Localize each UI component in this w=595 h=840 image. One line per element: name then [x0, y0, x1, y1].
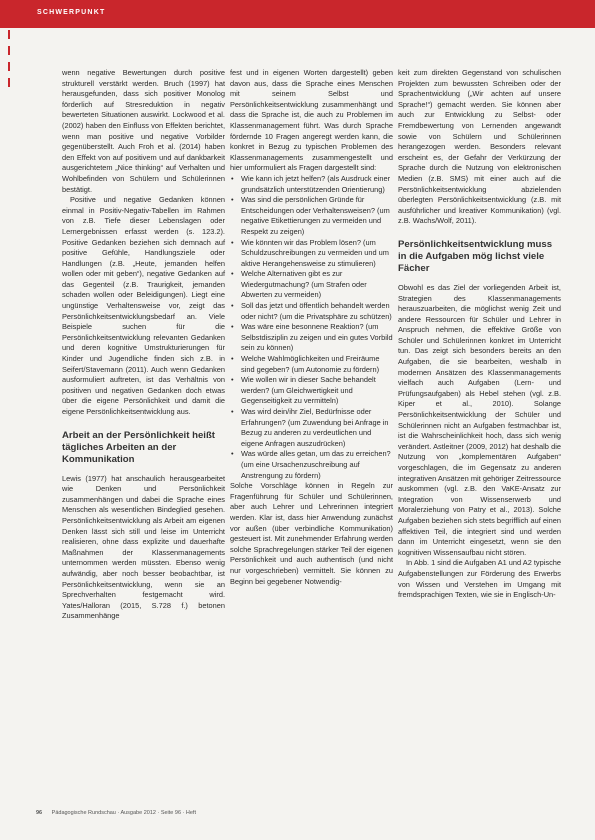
text-column-right — [398, 68, 561, 601]
paragraph: keit zum direkten Gegenstand von schulischen Projekten zum bewussten Schreiben oder der Sprachentwicklung („Wir achten auf unsere Sprache!“) gemacht werden. Sie können aber auch zur Entwicklung zu Selbst- oder Fremdbewertung von Lernenden angewandt sowie von Schülern und Schülerinnen herangezogen werden. Besonders relevant erscheint es, der Gefahr der Verkürzung der Sprache durch die Nutzung von elektronischen Medien (z.B. SMS) mit einer auch auf die Persönlichkeitsentwicklung abzielenden überlegten Persönlichkeitsentwicklung (z.B. mit ausführlicher und kreativer Kommunikation) (vgl. z.B. Wachs/Wolf, 2011). — [398, 68, 561, 226]
list-item: • Wie kann ich jetzt helfen? (als Ausdruck einer grundsätzlich unterstützenden Orientierung) — [230, 174, 393, 195]
paragraph: fest und in eigenen Worten dargestellt) geben davon aus, dass die Sprache eines Menschen mit seinem Selbst und Persönlichkeitsentwicklung zusammenhängt und dass die Sprache ist, die auch zu Problemen im Klassenmanagement führt. Was durch Sprache fördernde 10 Fragen angeregt werden kann, die konkret in Bezug zu typischen Problemen des Klassenmanagements zusammengestellt und hier umformuliert als Fragen dargestellt sind: — [230, 68, 393, 173]
list-item: • Was wird dein/ihr Ziel, Bedürfnisse oder Erfahrungen? (um Zuwendung bei Anfrage in Bezug zu anderen zu verdeutlichen und eigene Anfragen auszudrücken) — [230, 407, 393, 449]
page-footer — [36, 810, 196, 816]
list-item: • Was würde alles getan, um das zu erreichen? (um eine Ursachenzuschreibung auf Anstrengung zu fördern) — [230, 449, 393, 481]
list-item: • Was sind die persönlichen Gründe für Entscheidungen oder Verhaltensweisen? (um negative Etikettierungen zu vermeiden und Respekt zu zeigen) — [230, 195, 393, 237]
paragraph: Obwohl es das Ziel der vorliegenden Arbeit ist, Strategien des Klassenmanagements herauszuarbeiten, die möglichst wenig Zeit und andere Ressourcen für Schüler und Lehrer in Anspruch nehmen, die effektive Größe von Schüler und Schülerinnen konkret im Unterricht tun. Das zeigt sich besonders bereits an den Aufgaben, die sie bearbeiten, weshalb in modernen Ansätzen des Klassenmanagements vielfach auch Aufgaben (Lern- und Prüfungsaufgaben) als Hebel stehen (vgl. z.B. Kiper et al., 2010). Solange Persönlichkeitsentwicklung der Schüler und Schülerinnen nicht an Aufgaben festmachbar ist, ist die Wahrscheinlichkeit hoch, dass sich wenig verändert. Astleitner (2009, 2012) hat deshalb die Nutzung von „komplementären Aufgaben“ vorgeschlagen, die im Gegensatz zu anderen integrativen Ansätzen mit gehöriger Zeitressource auskommen (vgl. z.B. den VaKE-Ansatz zur Integration von Wissenserwerb und Moralerziehung von Patry et al., 2013). Solche Aufgaben beziehen sich stets begrifflich auf einen affektiven Teil, die integriert sind und werden dann im Unterricht eingesetzt, wenn sie den kognitiven Wissensaufbau nicht stören. — [398, 282, 561, 557]
footer-text: Pädagogische Rundschau · Ausgabe 2012 · Seite 96 · Heft — [51, 810, 196, 816]
list-item: • Was wäre eine besonnene Reaktion? (um Selbstdisziplin zu zeigen und ein gutes Vorbild sein zu können) — [230, 322, 393, 354]
section-heading: Arbeit an der Persönlichkeit heißt tägliches Arbeiten an der Kommunikation — [62, 429, 216, 465]
paragraph: Solche Vorschläge können in Regeln zur Fragenführung für Schüler und Schülerinnen, aber auch Lehrer und Lehrerinnen integriert werden. Klar ist, dass hier Anwendung zunächst vor außen (über verbindliche Kommunikation) gesteuert ist. Mit zunehmender Erfahrung werden solche Sprachregelungen stärker Teil der eigenen Persönlichkeit und auch authentisch (und nicht nur vorgeschrieben) vermittelt. Sie können zu Beginn bei gegebener Notwendig- — [230, 481, 393, 586]
paragraph: Lewis (1977) hat anschaulich herausgearbeitet wie Denken und Persönlichkeit zusammenhängen und dabei die Sprache eines Menschen als wesentlichen Bindeglied gesehen. Persönlichkeitsentwicklung als Arbeit am eigenen Denken lässt sich still und leise im Unterricht realisieren, ohne dass explizite und dauerhafte Maßnahmen der Klassenmanagements unternommen werden müssten. Ebenso wenig aufwändig, aber noch besser beobachtbar, ist Persönlichkeitsentwicklung, wenn sie an Sprechverhalten festgemacht wird. Yates/Halloran (2015, S.728 f.) betonen Zusammenhänge — [62, 473, 225, 621]
text-column-middle — [230, 68, 393, 587]
section-label: SCHWERPUNKT — [37, 9, 106, 16]
paragraph: Positive und negative Gedanken können einmal in Positiv-Negativ-Tabellen im Rahmen von z.B. Tiefe dieser Lebenslagen oder Lernergebnissen erfasst werden (s. 123.2). Positive Gedanken beziehen sich demnach auf positive Gefühle, Handlungsziele oder Handlungen (z.B. „Heute, jemanden helfen wollen oder mit geben“), negative Gedanken auf das Gegenteil (z.B. Traurigkeit, jemanden schaden wollen oder Beleidigungen). Liegt eine ungünstige Verhaltensweise vor, zeigt das Persönlichkeitsentwicklungsbedarf an. Viele Beispiele suchen für die Persönlichkeitsentwicklung relevanten Gedanken und deren kognitive Umstrukturierungen für Kinder und Jugendliche finden sich z.B. in Seifert/Stavemann (2011). Auch wenn Gedanken ausformuliert auftreten, ist das Verhältnis von positiven und negativen Gedanken doch etwas über die eigene Persönlichkeit und damit die eigene Persönlichkeitsentwicklung aus. — [62, 195, 225, 416]
margin-mark — [8, 30, 24, 39]
list-item: • Welche Alternativen gibt es zur Wiedergutmachung? (um Strafen oder Abwerten zu vermeiden) — [230, 269, 393, 301]
paragraph: In Abb. 1 sind die Aufgaben A1 und A2 typische Aufgabenstellungen zur Förderung des Erwerbs von Wissen und Verstehen im Umgang mit fremdsprachigen Texten, wie sie in Englisch-Un- — [398, 558, 561, 600]
text-column-left — [62, 68, 225, 622]
margin-mark — [8, 78, 24, 87]
margin-mark — [8, 46, 24, 55]
page-number: 96 — [36, 810, 43, 816]
list-item: • Wie wollen wir in dieser Sache behandelt werden? (um Gleichwertigkeit und Gegenseitigkeit zu vermitteln) — [230, 375, 393, 407]
margin-marks — [8, 30, 24, 94]
list-item: • Welche Wahlmöglichkeiten und Freiräume sind gegeben? (um Autonomie zu fördern) — [230, 354, 393, 375]
list-item: • Wie könnten wir das Problem lösen? (um Schuldzuschreibungen zu vermeiden und um aktive Herangehensweise zu stimulieren) — [230, 238, 393, 270]
list-item: • Soll das jetzt und öffentlich behandelt werden oder nicht? (um die Privatsphäre zu schützen) — [230, 301, 393, 322]
question-list — [230, 174, 393, 481]
paragraph: wenn negative Bewertungen durch positive strukturell verstärkt werden. Bruch (1997) hat herausgefunden, dass sich positiver Monolog förderlich auf Stresreduktion in negativ bewerteten Situationen auswirkt. Lockwood et al. (2002) haben den Einfluss von Effekten berichtet, wenn man positive und negative Vorbilder gegenüberstellt. Auch Froh et al. (2014) haben den Effekt von auf positivem und auf dankbarkeit ausgerichtetem „Nice thinking“ auf Verhalten und Wohlbefinden von Schülern und Schülerinnen bestätigt. — [62, 68, 225, 194]
section-heading: Persönlichkeitsentwicklung muss in die Aufgaben mög lichst viele Fächer — [398, 238, 553, 274]
margin-mark — [8, 62, 24, 71]
section-header-bar — [0, 0, 595, 28]
